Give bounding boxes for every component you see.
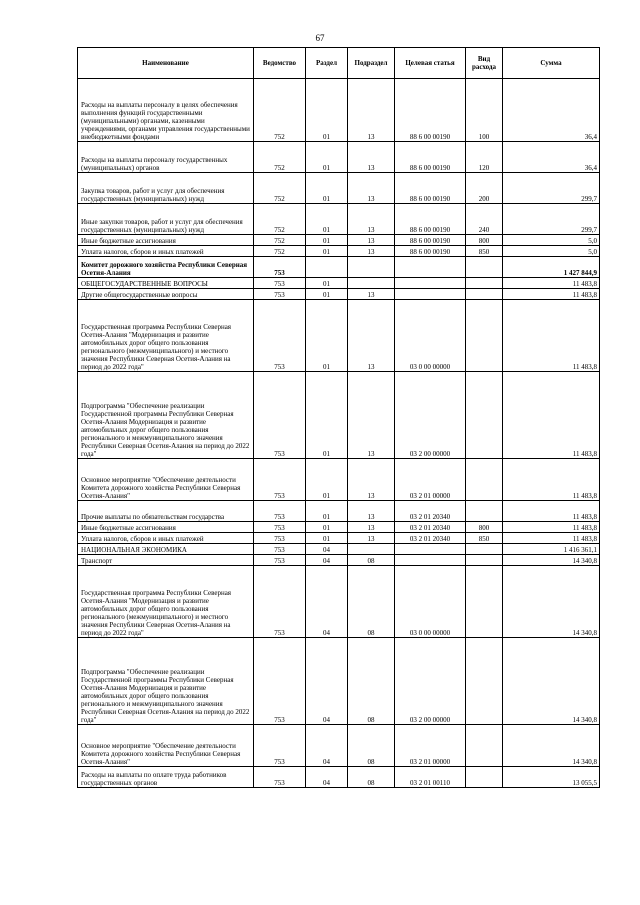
cell-vedomstvo: 752 (254, 246, 306, 257)
cell-podrazdel: 13 (348, 173, 395, 204)
cell-target-article: 88 6 00 00190 (395, 79, 466, 142)
table-row (78, 522, 600, 533)
cell-vedomstvo: 753 (254, 300, 306, 372)
cell-podrazdel: 13 (348, 522, 395, 533)
table-row (78, 501, 600, 522)
cell-amount: 11 483,8 (503, 522, 600, 533)
cell-razdel: 01 (306, 501, 348, 522)
cell-vedomstvo: 753 (254, 278, 306, 289)
cell-expense-type (466, 544, 503, 555)
cell-expense-type (466, 725, 503, 767)
cell-podrazdel: 13 (348, 372, 395, 459)
cell-name: Прочие выплаты по обязательствам государства (78, 501, 254, 522)
cell-expense-type (466, 638, 503, 725)
cell-amount: 1 427 844,9 (503, 257, 600, 278)
table-row (78, 79, 600, 142)
cell-razdel: 04 (306, 566, 348, 638)
cell-target-article: 88 6 00 00190 (395, 204, 466, 235)
cell-expense-type: 100 (466, 79, 503, 142)
cell-name: Уплата налогов, сборов и иных платежей (78, 533, 254, 544)
cell-expense-type (466, 372, 503, 459)
cell-podrazdel: 13 (348, 289, 395, 300)
cell-vedomstvo: 753 (254, 725, 306, 767)
cell-podrazdel: 13 (348, 459, 395, 501)
table-row (78, 278, 600, 289)
cell-target-article: 88 6 00 00190 (395, 142, 466, 173)
cell-razdel: 01 (306, 235, 348, 246)
table-row (78, 767, 600, 788)
cell-target-article: 88 6 00 00190 (395, 173, 466, 204)
cell-target-article (395, 278, 466, 289)
cell-vedomstvo: 752 (254, 79, 306, 142)
cell-name: НАЦИОНАЛЬНАЯ ЭКОНОМИКА (78, 544, 254, 555)
cell-name: Закупка товаров, работ и услуг для обеспечения государственных (муниципальных) нужд (78, 173, 254, 204)
cell-expense-type (466, 767, 503, 788)
cell-razdel: 01 (306, 522, 348, 533)
cell-target-article (395, 257, 466, 278)
table-body (78, 79, 600, 788)
cell-razdel: 04 (306, 767, 348, 788)
cell-amount: 5,0 (503, 235, 600, 246)
cell-target-article: 03 2 01 20340 (395, 501, 466, 522)
cell-razdel: 01 (306, 533, 348, 544)
cell-podrazdel: 13 (348, 300, 395, 372)
cell-razdel: 01 (306, 289, 348, 300)
cell-vedomstvo: 753 (254, 257, 306, 278)
cell-name: Расходы на выплаты персоналу в целях обеспечения выполнения функций государственными (муниципальными) органами, казенными учреждениями, органами управления государственными внебюджетными фондами (78, 79, 254, 142)
cell-amount: 36,4 (503, 79, 600, 142)
cell-amount: 36,4 (503, 142, 600, 173)
table-header-row (78, 48, 600, 79)
cell-target-article (395, 555, 466, 566)
cell-amount: 14 340,8 (503, 725, 600, 767)
cell-vedomstvo: 753 (254, 638, 306, 725)
cell-vedomstvo: 753 (254, 566, 306, 638)
cell-vedomstvo: 752 (254, 142, 306, 173)
cell-vedomstvo: 753 (254, 522, 306, 533)
cell-podrazdel: 13 (348, 142, 395, 173)
cell-amount: 5,0 (503, 246, 600, 257)
cell-name: Транспорт (78, 555, 254, 566)
page-number: 67 (315, 33, 325, 43)
cell-expense-type: 120 (466, 142, 503, 173)
cell-target-article: 03 2 01 20340 (395, 533, 466, 544)
cell-podrazdel: 13 (348, 204, 395, 235)
cell-name: Расходы на выплаты персоналу государственных (муниципальных) органов (78, 142, 254, 173)
cell-podrazdel: 13 (348, 246, 395, 257)
table-row (78, 555, 600, 566)
cell-razdel: 04 (306, 638, 348, 725)
cell-target-article (395, 289, 466, 300)
cell-name: Государственная программа Республики Северная Осетия-Алания "Модернизация и развитие автомобильных дорог общего пользования регионального (межмуниципального) и местного значения Республики Северная Осетия-Алания на период до 2022 года" (78, 566, 254, 638)
header-expense-type: Вид расхода (466, 48, 503, 79)
cell-target-article: 03 2 00 00000 (395, 372, 466, 459)
cell-target-article: 88 6 00 00190 (395, 246, 466, 257)
cell-expense-type (466, 555, 503, 566)
cell-expense-type: 850 (466, 246, 503, 257)
cell-expense-type (466, 501, 503, 522)
table-row (78, 142, 600, 173)
cell-vedomstvo: 753 (254, 501, 306, 522)
table-row (78, 235, 600, 246)
table-row (78, 566, 600, 638)
table-row (78, 725, 600, 767)
cell-expense-type: 200 (466, 173, 503, 204)
cell-expense-type (466, 566, 503, 638)
header-podrazdel: Подраздел (348, 48, 395, 79)
cell-expense-type (466, 300, 503, 372)
cell-name: Уплата налогов, сборов и иных платежей (78, 246, 254, 257)
cell-razdel: 01 (306, 142, 348, 173)
cell-amount: 11 483,8 (503, 278, 600, 289)
table-row (78, 173, 600, 204)
cell-name: Иные закупки товаров, работ и услуг для обеспечения государственных (муниципальных) нужд (78, 204, 254, 235)
cell-name: Государственная программа Республики Северная Осетия-Алания "Модернизация и развитие автомобильных дорог общего пользования регионального (межмуниципального) и местного значения Республики Северная Осетия-Алания на период до 2022 года" (78, 300, 254, 372)
cell-name: Иные бюджетные ассигнования (78, 522, 254, 533)
cell-name: Расходы на выплаты по оплате труда работников государственных органов (78, 767, 254, 788)
cell-expense-type: 850 (466, 533, 503, 544)
cell-expense-type (466, 257, 503, 278)
cell-amount: 14 340,8 (503, 566, 600, 638)
cell-target-article (395, 544, 466, 555)
cell-podrazdel: 08 (348, 725, 395, 767)
cell-vedomstvo: 753 (254, 372, 306, 459)
cell-podrazdel: 13 (348, 79, 395, 142)
cell-amount: 11 483,8 (503, 459, 600, 501)
header-name: Наименование (78, 48, 254, 79)
cell-amount: 11 483,8 (503, 372, 600, 459)
cell-vedomstvo: 753 (254, 459, 306, 501)
budget-table (77, 47, 600, 788)
cell-amount: 11 483,8 (503, 300, 600, 372)
cell-amount: 14 340,8 (503, 638, 600, 725)
cell-target-article: 03 2 00 00000 (395, 638, 466, 725)
cell-podrazdel: 08 (348, 555, 395, 566)
cell-razdel: 01 (306, 278, 348, 289)
cell-name: Другие общегосударственные вопросы (78, 289, 254, 300)
table-row (78, 246, 600, 257)
cell-target-article: 03 2 01 00000 (395, 725, 466, 767)
cell-razdel: 04 (306, 555, 348, 566)
cell-amount: 11 483,8 (503, 501, 600, 522)
cell-razdel: 01 (306, 79, 348, 142)
cell-podrazdel (348, 278, 395, 289)
cell-expense-type: 240 (466, 204, 503, 235)
cell-vedomstvo: 753 (254, 555, 306, 566)
cell-podrazdel: 08 (348, 638, 395, 725)
cell-expense-type (466, 459, 503, 501)
cell-amount: 14 340,8 (503, 555, 600, 566)
cell-razdel: 01 (306, 246, 348, 257)
cell-razdel: 01 (306, 300, 348, 372)
cell-razdel: 01 (306, 204, 348, 235)
cell-amount: 13 055,5 (503, 767, 600, 788)
cell-podrazdel: 08 (348, 767, 395, 788)
header-target-article: Целевая статья (395, 48, 466, 79)
cell-expense-type: 800 (466, 235, 503, 246)
cell-razdel (306, 257, 348, 278)
header-vedomstvo: Ведомство (254, 48, 306, 79)
cell-expense-type (466, 278, 503, 289)
cell-amount: 1 416 361,1 (503, 544, 600, 555)
cell-amount: 299,7 (503, 204, 600, 235)
table-row (78, 204, 600, 235)
cell-razdel: 01 (306, 459, 348, 501)
cell-podrazdel (348, 257, 395, 278)
header-razdel: Раздел (306, 48, 348, 79)
cell-razdel: 01 (306, 372, 348, 459)
table-row (78, 257, 600, 278)
cell-podrazdel: 13 (348, 533, 395, 544)
cell-vedomstvo: 752 (254, 204, 306, 235)
table-row (78, 459, 600, 501)
cell-vedomstvo: 752 (254, 235, 306, 246)
cell-name: Подпрограмма "Обеспечение реализации Государственной программы Республики Северная Осетия-Алания Модернизация и развитие автомобильных дорог общего пользования регионального и межмуниципального значения Республики Северная Осетия-Алания на период до 2022 года" (78, 638, 254, 725)
table-row (78, 289, 600, 300)
table-row (78, 372, 600, 459)
cell-target-article: 03 2 01 20340 (395, 522, 466, 533)
cell-name: Комитет дорожного хозяйства Республики Северная Осетия-Алания (78, 257, 254, 278)
cell-name: Иные бюджетные ассигнования (78, 235, 254, 246)
cell-amount: 11 483,8 (503, 289, 600, 300)
cell-podrazdel (348, 544, 395, 555)
table-row (78, 544, 600, 555)
cell-razdel: 01 (306, 173, 348, 204)
cell-podrazdel: 13 (348, 501, 395, 522)
cell-target-article: 03 2 01 00110 (395, 767, 466, 788)
cell-podrazdel: 08 (348, 566, 395, 638)
cell-target-article: 88 6 00 00190 (395, 235, 466, 246)
cell-target-article: 03 0 00 00000 (395, 300, 466, 372)
cell-razdel: 04 (306, 544, 348, 555)
cell-vedomstvo: 752 (254, 173, 306, 204)
cell-amount: 299,7 (503, 173, 600, 204)
cell-vedomstvo: 753 (254, 544, 306, 555)
header-amount: Сумма (503, 48, 600, 79)
cell-name: Подпрограмма "Обеспечение реализации Государственной программы Республики Северная Осетия-Алания Модернизация и развитие автомобильных дорог общего пользования регионального и межмуниципального значения Республики Северная Осетия-Алания на период до 2022 года" (78, 372, 254, 459)
cell-target-article: 03 2 01 00000 (395, 459, 466, 501)
cell-vedomstvo: 753 (254, 533, 306, 544)
cell-expense-type (466, 289, 503, 300)
cell-razdel: 04 (306, 725, 348, 767)
cell-name: ОБЩЕГОСУДАРСТВЕННЫЕ ВОПРОСЫ (78, 278, 254, 289)
cell-vedomstvo: 753 (254, 289, 306, 300)
table-row (78, 533, 600, 544)
table-row (78, 638, 600, 725)
cell-vedomstvo: 753 (254, 767, 306, 788)
cell-podrazdel: 13 (348, 235, 395, 246)
cell-expense-type: 800 (466, 522, 503, 533)
table-row (78, 300, 600, 372)
cell-amount: 11 483,8 (503, 533, 600, 544)
cell-name: Основное мероприятие "Обеспечение деятельности Комитета дорожного хозяйства Республики Северная Осетия-Алания" (78, 725, 254, 767)
cell-target-article: 03 0 00 00000 (395, 566, 466, 638)
cell-name: Основное мероприятие "Обеспечение деятельности Комитета дорожного хозяйства Республики Северная Осетия-Алания" (78, 459, 254, 501)
